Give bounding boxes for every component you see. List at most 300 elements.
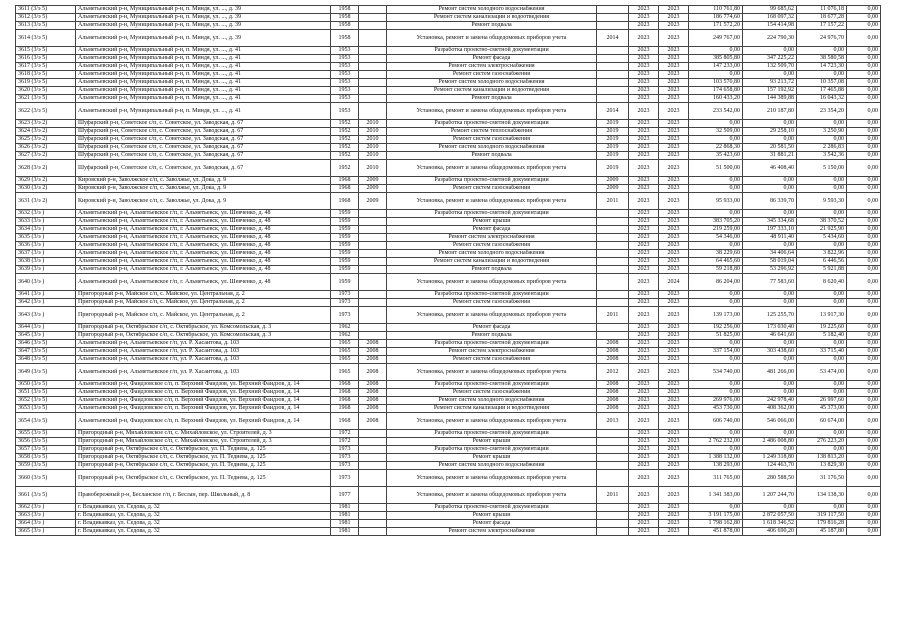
cell-subsidy: 210 187,80	[743, 103, 797, 120]
cell-subsidy: 99 685,62	[743, 6, 797, 14]
cell-subsidy: 2 872 057,50	[743, 512, 797, 520]
cell-plan-year: 2023	[659, 462, 689, 470]
cell-start-year	[597, 504, 629, 512]
cell-plan-year: 2023	[659, 193, 689, 210]
cell-year-repair	[359, 218, 387, 226]
cell-year-repair	[359, 438, 387, 446]
cell-end-year: 2023	[629, 14, 659, 22]
cell-code: 3655 (3/э 5)	[16, 430, 76, 438]
table-row	[16, 266, 881, 274]
cell-start-year	[597, 454, 629, 462]
cell-plan-year: 2023	[659, 446, 689, 454]
cell-total: 606 740,00	[689, 413, 743, 430]
cell-other: 0,00	[847, 14, 881, 22]
cell-total: 1 341 383,00	[689, 487, 743, 504]
cell-work-type: Установка, ремонт и замена общедомовых приборов учета	[387, 30, 597, 47]
cell-work-type: Установка, ремонт и замена общедомовых приборов учета	[387, 364, 597, 381]
cell-subsidy: 347 225,22	[743, 55, 797, 63]
cell-owners: 23 354,20	[797, 103, 847, 120]
cell-year-repair	[359, 462, 387, 470]
cell-work-type: Ремонт систем газоснабжения	[387, 136, 597, 144]
cell-subsidy: 125 255,70	[743, 307, 797, 324]
cell-code: 3612 (3/э 5)	[16, 14, 76, 22]
table-row	[16, 348, 881, 356]
cell-subsidy: 1 618 346,52	[743, 520, 797, 528]
cell-subsidy: 0,00	[743, 340, 797, 348]
cell-owners: 138 813,20	[797, 454, 847, 462]
cell-total: 3 191 175,00	[689, 512, 743, 520]
cell-code: 3662 (3/э )	[16, 504, 76, 512]
cell-owners: 0,00	[797, 242, 847, 250]
cell-code: 3614 (3/э 5)	[16, 30, 76, 47]
cell-owners: 38 580,58	[797, 55, 847, 63]
cell-subsidy: 0,00	[743, 177, 797, 185]
cell-work-type: Ремонт фасада	[387, 226, 597, 234]
cell-code: 3634 (3/э )	[16, 226, 76, 234]
cell-year-repair: 2008	[359, 356, 387, 364]
cell-total: 51 825,00	[689, 332, 743, 340]
cell-total: 86 204,00	[689, 274, 743, 291]
cell-code: 3611 (3/э 5)	[16, 6, 76, 14]
cell-work-type: Ремонт систем холодного водоснабжения	[387, 250, 597, 258]
cell-address: Альметьевский р-н, Фаидзовское с/п, п. Верхний Фаидзов, ул. Верхний Фаидзов, д. 14	[76, 397, 331, 405]
cell-plan-year: 2023	[659, 95, 689, 103]
cell-plan-year: 2023	[659, 71, 689, 79]
table-row	[16, 47, 881, 55]
table-row	[16, 413, 881, 430]
cell-code: 3616 (3/э 5)	[16, 55, 76, 63]
cell-subsidy: 0,00	[743, 504, 797, 512]
cell-plan-year: 2023	[659, 340, 689, 348]
cell-end-year: 2023	[629, 193, 659, 210]
cell-other: 0,00	[847, 258, 881, 266]
cell-other: 0,00	[847, 185, 881, 193]
cell-year-built: 1973	[331, 454, 359, 462]
cell-address: Альметьевский р-н, Альметьевское г/п, г. Альметьевск, ул. Шевченко, д. 48	[76, 250, 331, 258]
cell-total: 38 229,60	[689, 250, 743, 258]
table-row	[16, 381, 881, 389]
cell-total: 35 423,60	[689, 152, 743, 160]
cell-total: 385 805,80	[689, 55, 743, 63]
cell-owners: 10 357,08	[797, 79, 847, 87]
cell-end-year: 2023	[629, 274, 659, 291]
cell-year-repair	[359, 22, 387, 30]
cell-start-year: 2019	[597, 160, 629, 177]
cell-year-repair	[359, 258, 387, 266]
table-row	[16, 250, 881, 258]
cell-plan-year: 2023	[659, 258, 689, 266]
cell-year-repair: 2010	[359, 136, 387, 144]
cell-code: 3658 (3/э 5)	[16, 454, 76, 462]
cell-start-year	[597, 520, 629, 528]
cell-year-built: 1973	[331, 462, 359, 470]
cell-owners: 0,00	[797, 340, 847, 348]
table-row	[16, 103, 881, 120]
cell-owners: 0,00	[797, 71, 847, 79]
cell-year-repair: 2010	[359, 160, 387, 177]
cell-other: 0,00	[847, 210, 881, 218]
cell-start-year	[597, 291, 629, 299]
cell-plan-year: 2023	[659, 405, 689, 413]
cell-work-type: Ремонт систем канализации и водоотведения	[387, 14, 597, 22]
cell-address: Альметьевский р-н, Муниципальный р-н, п. Миндя, ул. ..., д. 41	[76, 95, 331, 103]
cell-code: 3629 (3/э 2)	[16, 177, 76, 185]
cell-code: 3625 (3/э 2)	[16, 136, 76, 144]
cell-code: 3623 (3/э 2)	[16, 120, 76, 128]
cell-work-type: Ремонт систем холодного водоснабжения	[387, 6, 597, 14]
cell-year-built: 1962	[331, 324, 359, 332]
cell-end-year: 2023	[629, 528, 659, 536]
cell-total: 534 740,00	[689, 364, 743, 381]
cell-subsidy: 77 583,60	[743, 274, 797, 291]
cell-year-repair	[359, 14, 387, 22]
cell-start-year: 2008	[597, 381, 629, 389]
cell-plan-year: 2023	[659, 79, 689, 87]
cell-subsidy: 0,00	[743, 185, 797, 193]
cell-end-year: 2023	[629, 47, 659, 55]
capital-repair-table	[15, 5, 881, 536]
cell-plan-year: 2023	[659, 87, 689, 95]
cell-code: 3617 (3/э 5)	[16, 63, 76, 71]
cell-year-built: 1953	[331, 55, 359, 63]
cell-year-repair	[359, 528, 387, 536]
table-row	[16, 324, 881, 332]
cell-code: 3642 (3/э )	[16, 299, 76, 307]
cell-year-repair	[359, 226, 387, 234]
cell-total: 0,00	[689, 340, 743, 348]
cell-other: 0,00	[847, 95, 881, 103]
cell-end-year: 2023	[629, 413, 659, 430]
cell-year-repair	[359, 6, 387, 14]
cell-plan-year: 2024	[659, 274, 689, 291]
cell-other: 0,00	[847, 274, 881, 291]
cell-plan-year: 2023	[659, 266, 689, 274]
cell-owners: 0,00	[797, 185, 847, 193]
cell-code: 3628 (3/э 2)	[16, 160, 76, 177]
cell-total: 0,00	[689, 446, 743, 454]
cell-end-year: 2023	[629, 120, 659, 128]
cell-subsidy: 0,00	[743, 291, 797, 299]
cell-start-year	[597, 299, 629, 307]
cell-total: 192 256,00	[689, 324, 743, 332]
cell-address: Альметьевский р-н, Муниципальный р-н, п. Миндя, ул. ..., д. 39	[76, 30, 331, 47]
cell-subsidy: 20 581,50	[743, 144, 797, 152]
cell-year-built: 1981	[331, 504, 359, 512]
cell-owners: 0,00	[797, 177, 847, 185]
cell-work-type: Ремонт фасада	[387, 55, 597, 63]
cell-subsidy: 0,00	[743, 446, 797, 454]
cell-subsidy: 406 690,20	[743, 528, 797, 536]
cell-plan-year: 2023	[659, 185, 689, 193]
document-page	[15, 5, 880, 536]
cell-total: 171 572,20	[689, 22, 743, 30]
cell-other: 0,00	[847, 234, 881, 242]
cell-address: Пригородный р-н, Октябрьское с/п, с. Октябрьское, ул. Комсомольская, д. 3	[76, 324, 331, 332]
cell-year-repair	[359, 47, 387, 55]
table-row	[16, 71, 881, 79]
cell-end-year: 2023	[629, 364, 659, 381]
cell-year-built: 1958	[331, 22, 359, 30]
table-row	[16, 520, 881, 528]
cell-start-year	[597, 6, 629, 14]
cell-address: Альметьевский р-н, Альметьевское г/п, г. Альметьевск, ул. Шевченко, д. 48	[76, 258, 331, 266]
cell-address: Альметьевский р-н, Муниципальный р-н, п. Миндя, ул. ..., д. 41	[76, 87, 331, 95]
cell-other: 0,00	[847, 136, 881, 144]
cell-other: 0,00	[847, 55, 881, 63]
cell-year-repair	[359, 446, 387, 454]
table-row	[16, 258, 881, 266]
cell-year-repair	[359, 487, 387, 504]
cell-start-year	[597, 242, 629, 250]
cell-work-type: Установка, ремонт и замена общедомовых приборов учета	[387, 470, 597, 487]
cell-subsidy: 58 019,04	[743, 258, 797, 266]
table-row	[16, 185, 881, 193]
cell-end-year: 2023	[629, 63, 659, 71]
cell-year-built: 1972	[331, 430, 359, 438]
cell-year-built: 1968	[331, 381, 359, 389]
cell-end-year: 2023	[629, 234, 659, 242]
cell-plan-year: 2023	[659, 250, 689, 258]
cell-work-type: Установка, ремонт и замена общедомовых приборов учета	[387, 487, 597, 504]
cell-owners: 276 223,20	[797, 438, 847, 446]
table-row	[16, 430, 881, 438]
cell-address: Пригородный р-н, Майское с/п, с. Майское, ул. Центральная, д. 2	[76, 299, 331, 307]
cell-end-year: 2023	[629, 397, 659, 405]
cell-end-year: 2023	[629, 446, 659, 454]
cell-subsidy: 46 408,40	[743, 160, 797, 177]
cell-other: 0,00	[847, 389, 881, 397]
table-row	[16, 128, 881, 136]
cell-other: 0,00	[847, 381, 881, 389]
cell-other: 0,00	[847, 242, 881, 250]
cell-owners: 0,00	[797, 47, 847, 55]
cell-code: 3645 (3/э )	[16, 332, 76, 340]
cell-address: Альметьевский р-н, Муниципальный р-н, п. Миндя, ул. ..., д. 41	[76, 103, 331, 120]
cell-end-year: 2023	[629, 381, 659, 389]
cell-code: 3641 (3/э )	[16, 291, 76, 299]
cell-total: 54 346,00	[689, 234, 743, 242]
cell-other: 0,00	[847, 413, 881, 430]
cell-end-year: 2023	[629, 22, 659, 30]
cell-year-built: 1968	[331, 413, 359, 430]
cell-owners: 60 674,00	[797, 413, 847, 430]
cell-year-repair: 2010	[359, 120, 387, 128]
cell-total: 0,00	[689, 291, 743, 299]
cell-end-year: 2023	[629, 438, 659, 446]
cell-address: Альметьевский р-н, Муниципальный р-н, п. Миндя, ул. ..., д. 41	[76, 47, 331, 55]
cell-total: 383 705,20	[689, 218, 743, 226]
cell-start-year	[597, 438, 629, 446]
cell-work-type: Разработка проектно-сметной документации	[387, 504, 597, 512]
cell-work-type: Разработка проектно-сметной документации	[387, 430, 597, 438]
cell-year-built: 1968	[331, 185, 359, 193]
cell-plan-year: 2023	[659, 356, 689, 364]
cell-subsidy: 481 266,00	[743, 364, 797, 381]
cell-subsidy: 0,00	[743, 430, 797, 438]
cell-subsidy: 0,00	[743, 120, 797, 128]
cell-subsidy: 144 389,88	[743, 95, 797, 103]
cell-owners: 2 286,83	[797, 144, 847, 152]
cell-year-built: 1959	[331, 218, 359, 226]
cell-total: 0,00	[689, 381, 743, 389]
cell-owners: 16 043,32	[797, 95, 847, 103]
cell-work-type: Ремонт систем газоснабжения	[387, 389, 597, 397]
table-row	[16, 218, 881, 226]
cell-total: 32 509,00	[689, 128, 743, 136]
cell-plan-year: 2023	[659, 103, 689, 120]
cell-work-type: Установка, ремонт и замена общедомовых приборов учета	[387, 160, 597, 177]
table-row	[16, 446, 881, 454]
cell-plan-year: 2023	[659, 47, 689, 55]
cell-subsidy: 34 406,64	[743, 250, 797, 258]
cell-year-built: 1958	[331, 14, 359, 22]
cell-work-type: Ремонт подвала	[387, 22, 597, 30]
cell-code: 3631 (3/э 2)	[16, 193, 76, 210]
cell-end-year: 2023	[629, 348, 659, 356]
cell-year-built: 1953	[331, 63, 359, 71]
cell-other: 0,00	[847, 160, 881, 177]
cell-plan-year: 2023	[659, 120, 689, 128]
table-row	[16, 504, 881, 512]
cell-owners: 0,00	[797, 430, 847, 438]
cell-owners: 26 997,60	[797, 397, 847, 405]
cell-subsidy: 345 334,68	[743, 218, 797, 226]
cell-total: 0,00	[689, 185, 743, 193]
cell-work-type: Разработка проектно-сметной документации	[387, 291, 597, 299]
cell-work-type: Разработка проектно-сметной документации	[387, 446, 597, 454]
table-row	[16, 389, 881, 397]
table-row	[16, 30, 881, 47]
cell-year-repair	[359, 55, 387, 63]
cell-owners: 21 925,90	[797, 226, 847, 234]
cell-plan-year: 2023	[659, 413, 689, 430]
cell-code: 3630 (3/э 2)	[16, 185, 76, 193]
cell-total: 0,00	[689, 47, 743, 55]
cell-address: Пригородный р-н, Октябрьское с/п, с. Октябрьское, ул. Комсомольская, д. 3	[76, 332, 331, 340]
cell-code: 3650 (3/э 5)	[16, 381, 76, 389]
cell-owners: 53 474,00	[797, 364, 847, 381]
cell-address: Пригородный р-н, Михайловское с/п, с. Михайловское, ул. Строителей, д. 3	[76, 430, 331, 438]
cell-owners: 6 446,56	[797, 258, 847, 266]
cell-end-year: 2023	[629, 185, 659, 193]
cell-address: Пригородный р-н, Октябрьское с/п, с. Октябрьское, ул. П. Тедиева, д. 125	[76, 462, 331, 470]
cell-start-year	[597, 95, 629, 103]
cell-total: 64 465,60	[689, 258, 743, 266]
cell-total: 0,00	[689, 120, 743, 128]
cell-total: 453 730,00	[689, 405, 743, 413]
table-row	[16, 63, 881, 71]
cell-other: 0,00	[847, 504, 881, 512]
cell-owners: 38 370,52	[797, 218, 847, 226]
cell-year-built: 1959	[331, 210, 359, 218]
cell-plan-year: 2023	[659, 389, 689, 397]
cell-end-year: 2023	[629, 291, 659, 299]
cell-year-built: 1981	[331, 512, 359, 520]
cell-year-built: 1965	[331, 348, 359, 356]
cell-plan-year: 2023	[659, 332, 689, 340]
cell-work-type: Установка, ремонт и замена общедомовых приборов учета	[387, 103, 597, 120]
cell-total: 219 259,00	[689, 226, 743, 234]
cell-work-type: Установка, ремонт и замена общедомовых приборов учета	[387, 193, 597, 210]
cell-plan-year: 2023	[659, 160, 689, 177]
table-row	[16, 299, 881, 307]
cell-owners: 13 917,30	[797, 307, 847, 324]
table-row	[16, 528, 881, 536]
table-row	[16, 397, 881, 405]
cell-plan-year: 2023	[659, 307, 689, 324]
cell-plan-year: 2023	[659, 63, 689, 71]
cell-address: Альметьевский р-н, Муниципальный р-н, п. Миндя, ул. ..., д. 41	[76, 71, 331, 79]
cell-subsidy: 93 213,72	[743, 79, 797, 87]
cell-owners: 134 138,30	[797, 487, 847, 504]
cell-year-built: 1959	[331, 226, 359, 234]
cell-owners: 19 225,60	[797, 324, 847, 332]
cell-start-year	[597, 528, 629, 536]
cell-total: 22 868,30	[689, 144, 743, 152]
table-row	[16, 470, 881, 487]
cell-work-type: Ремонт крыши	[387, 512, 597, 520]
cell-address: Альметьевский р-н, Альметьевское г/п, г. Альметьевск, ул. Шевченко, д. 48	[76, 266, 331, 274]
cell-address: Альметьевский р-н, Муниципальный р-н, п. Миндя, ул. ..., д. 41	[76, 79, 331, 87]
cell-code: 3640 (3/э )	[16, 274, 76, 291]
cell-plan-year: 2023	[659, 210, 689, 218]
cell-subsidy: 0,00	[743, 381, 797, 389]
cell-year-repair	[359, 454, 387, 462]
table-row	[16, 152, 881, 160]
cell-end-year: 2023	[629, 30, 659, 47]
cell-work-type: Ремонт систем канализации и водоотведения	[387, 87, 597, 95]
cell-address: Правобережный р-н, Бесланское г/п, г. Беслан, пер. Школьный, д. 8	[76, 487, 331, 504]
cell-address: Шуфарский р-н, Советское с/п, с. Советское, ул. Заводская, д. 67	[76, 136, 331, 144]
cell-year-repair	[359, 520, 387, 528]
cell-end-year: 2023	[629, 79, 659, 87]
cell-year-built: 1965	[331, 364, 359, 381]
cell-year-repair	[359, 103, 387, 120]
cell-total: 0,00	[689, 299, 743, 307]
cell-year-built: 1952	[331, 128, 359, 136]
cell-end-year: 2023	[629, 356, 659, 364]
cell-plan-year: 2023	[659, 152, 689, 160]
cell-other: 0,00	[847, 332, 881, 340]
cell-owners: 31 176,50	[797, 470, 847, 487]
cell-address: Кировский р-н, Заволжское с/п, с. Заволжье, ул. Дока, д. 9	[76, 185, 331, 193]
cell-work-type: Ремонт систем газоснабжения	[387, 71, 597, 79]
cell-plan-year: 2023	[659, 470, 689, 487]
cell-end-year: 2023	[629, 299, 659, 307]
cell-owners: 0,00	[797, 356, 847, 364]
cell-address: Шуфарский р-н, Советское с/п, с. Советское, ул. Заводская, д. 67	[76, 128, 331, 136]
cell-end-year: 2023	[629, 242, 659, 250]
cell-end-year: 2023	[629, 160, 659, 177]
cell-year-repair	[359, 307, 387, 324]
cell-subsidy: 86 339,70	[743, 193, 797, 210]
cell-plan-year: 2023	[659, 242, 689, 250]
cell-other: 0,00	[847, 348, 881, 356]
cell-plan-year: 2023	[659, 299, 689, 307]
cell-code: 3622 (3/э 5)	[16, 103, 76, 120]
cell-start-year	[597, 226, 629, 234]
table-row	[16, 79, 881, 87]
cell-address: г. Владикавказ, ул. Седова, д. 32	[76, 512, 331, 520]
cell-total: 0,00	[689, 242, 743, 250]
cell-plan-year: 2023	[659, 324, 689, 332]
cell-work-type: Ремонт подвала	[387, 332, 597, 340]
cell-plan-year: 2023	[659, 291, 689, 299]
cell-plan-year: 2023	[659, 438, 689, 446]
cell-other: 0,00	[847, 462, 881, 470]
cell-work-type: Ремонт систем теплоснабжения	[387, 128, 597, 136]
cell-year-repair	[359, 266, 387, 274]
